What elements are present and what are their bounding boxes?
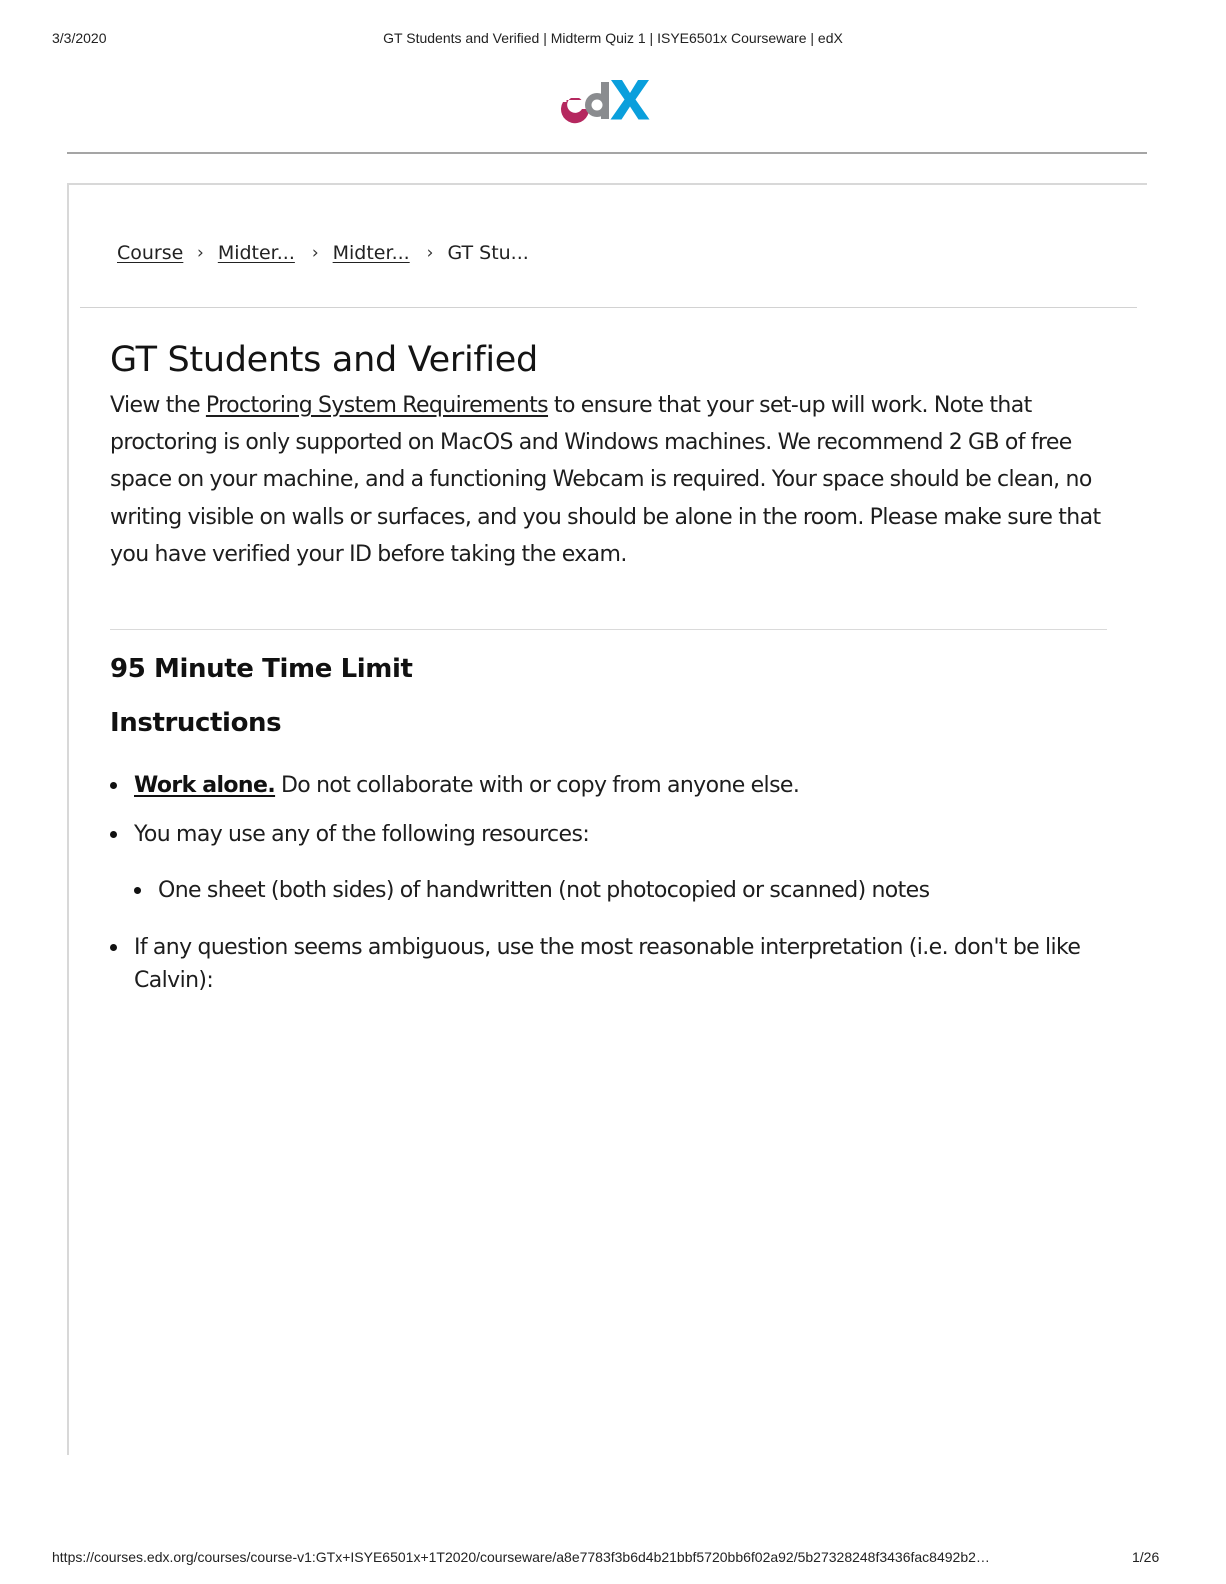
breadcrumb-course[interactable]: Course bbox=[117, 242, 184, 264]
print-page-number: 1/26 bbox=[1132, 1549, 1160, 1565]
bullet-icon bbox=[110, 831, 117, 838]
bullet-icon bbox=[110, 782, 117, 789]
chevron-right-icon: › bbox=[311, 243, 319, 263]
time-limit-heading: 95 Minute Time Limit bbox=[110, 654, 413, 684]
edx-logo[interactable] bbox=[560, 74, 656, 124]
section-divider bbox=[110, 629, 1107, 630]
intro-body: to ensure that your set-up will work. Note that proctoring is only supported on MacOS and Windows machines. We recommend 2 GB of free space on your machine, and a functioning Webcam is required. Your space should be clean, no writing visible on walls or surfaces, and you should be alone in the room. Please make sure that you have verified your ID before taking the exam. bbox=[110, 393, 1101, 567]
intro-paragraph bbox=[110, 387, 1110, 573]
page-title: GT Students and Verified bbox=[110, 340, 538, 380]
list-item-resources: You may use any of the following resources: bbox=[134, 822, 590, 847]
proctoring-requirements-link[interactable]: Proctoring System Requirements bbox=[205, 393, 549, 418]
breadcrumb-midterm-section[interactable]: Midter... bbox=[217, 242, 295, 264]
bullet-icon bbox=[134, 887, 141, 894]
instructions-heading: Instructions bbox=[110, 708, 282, 738]
header-divider bbox=[67, 152, 1147, 154]
list-item-notes-sheet: One sheet (both sides) of handwritten (not photocopied or scanned) notes bbox=[158, 878, 930, 903]
work-alone-emphasis: Work alone. bbox=[134, 773, 276, 798]
breadcrumb bbox=[117, 240, 529, 266]
bullet-icon bbox=[110, 944, 117, 951]
list-item-work-alone: Work alone. Do not collaborate with or copy from anyone else. bbox=[134, 773, 800, 798]
chevron-right-icon: › bbox=[197, 243, 204, 263]
breadcrumb-midterm-subsection[interactable]: Midter... bbox=[332, 242, 410, 264]
print-date: 3/3/2020 bbox=[52, 30, 107, 46]
logo-letter-x bbox=[611, 80, 650, 120]
breadcrumb-divider bbox=[80, 307, 1137, 308]
breadcrumb-current: GT Stu... bbox=[447, 242, 529, 264]
intro-prefix: View the bbox=[110, 393, 206, 418]
print-url: https://courses.edx.org/courses/course-v1:GTx+ISYE6501x+1T2020/courseware/a8e7783f3b6d4b21bbf5720bb6f02a92/5b27328248f3436fac8492b2… bbox=[52, 1549, 990, 1565]
logo-letter-e bbox=[561, 97, 589, 123]
list-item-ambiguous: If any question seems ambiguous, use the most reasonable interpretation (i.e. don't be like Calvin): bbox=[134, 935, 1081, 993]
print-page-title: GT Students and Verified | Midterm Quiz 1 | ISYE6501x Courseware | edX bbox=[383, 30, 843, 46]
chevron-right-icon: › bbox=[426, 243, 434, 263]
